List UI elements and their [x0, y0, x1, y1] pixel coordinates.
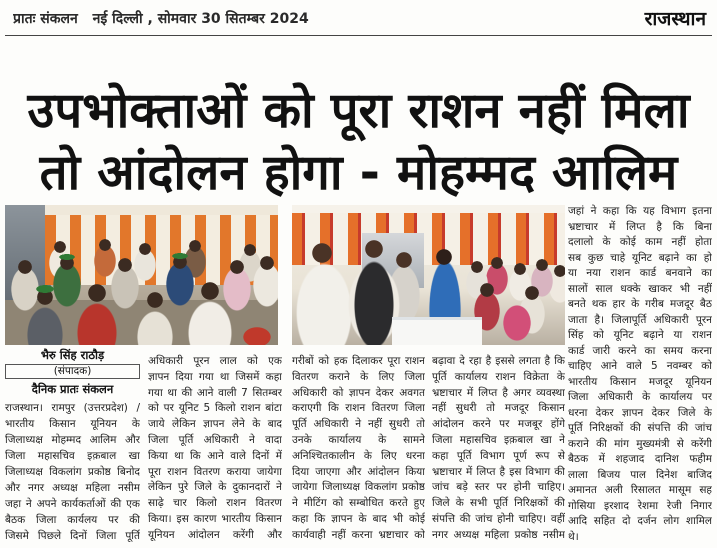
text-line: जहा ने अपने कार्यकर्ताओं की एक	[5, 498, 140, 510]
text-line: दिया जाएगा और आंदोलन किया	[292, 465, 425, 478]
masthead-strip	[5, 0, 712, 36]
text-line: चाहिए आने वाले 5 नवम्बर को	[568, 360, 712, 372]
text-line: कराएगी कि राशन वितरण जिला	[292, 402, 425, 415]
text-line: जिलाध्यक्ष मोहम्मद आलिम और	[5, 434, 140, 446]
text-line: अमानत अली रिसालत मासूम सह	[568, 484, 712, 496]
section-name: राजस्थान	[644, 8, 706, 30]
text-line: जिला महासचिव इक़बाल खा ने	[432, 433, 565, 446]
text-line: गोसिया इरशाद रेशमा रेजी निगार	[568, 499, 712, 512]
text-line: कार्ड जारी करने का समय करना	[568, 344, 712, 357]
text-line: और नगर अध्यक्ष महिला नसीम	[5, 482, 140, 494]
text-line: सब कुछ चाहे यूनिट बढ़ाने का हो	[568, 251, 712, 264]
text-line: जहां ने कहा कि यह विभाग इतना	[568, 205, 712, 217]
text-line: अनिश्चितकालीन के लिए धरना	[292, 449, 425, 462]
text-line: साढ़े चार किलो राशन वितरण	[148, 497, 282, 510]
text-line: कराने की मांग मुख्यमंत्री से करेंगी	[568, 437, 712, 450]
text-line: कार्यवाही नहीं करना भ्रष्टाचार को	[292, 528, 425, 541]
text-line: जिला पूर्ति अधिकारी ने वादा	[148, 433, 282, 446]
text-line: भ्रष्टाचार में लिप्त है कि बिना	[568, 220, 712, 233]
text-line: जिसमे पिछले दिनों जिला पूर्ति	[5, 530, 140, 542]
photo-table	[392, 317, 482, 345]
text-line: दलालो के कोई काम नहीं होता	[568, 236, 712, 248]
text-line: बनते थक हार के गरीब मजदूर बैठ	[568, 298, 712, 310]
text-line: सालों साल धक्के खाकर भी नहीं	[568, 282, 712, 295]
text-line: जिलाध्यक्ष विकलांग प्रकोष्ठ बिनोद	[5, 466, 140, 478]
byline-publication: दैनिक प्रातः संकलन	[31, 382, 114, 396]
article-column-4	[432, 354, 565, 546]
text-line: यूनियन आंदोलन करेंगी और	[148, 528, 282, 541]
text-line: जिला महासचिव इक़बाल खा	[5, 450, 140, 462]
text-line: ने मीटिंग को सम्बोधित करते हुए	[292, 497, 425, 510]
byline	[5, 348, 140, 397]
headline-line-2: तो आंदोलन होगा - मोहम्मद आलिम	[39, 144, 678, 201]
text-line: भ्रष्टाचार में लिप्त है अगर व्यवस्था	[432, 386, 565, 399]
byline-author: भैरु सिंह राठौड़	[40, 348, 105, 362]
text-line: आदि सहित दो दर्जन लोग शामिल	[568, 515, 712, 527]
headline-line-1: उपभोक्ताओं को पूरा राशन नहीं मिला	[27, 82, 690, 139]
dateline: नई दिल्ली , सोमवार 30 सितम्बर 2024	[92, 11, 309, 27]
text-line: लेकिन पुरे जिले के दुकानदारों ने	[148, 481, 282, 494]
text-line: उनके कार्यालय के सामने	[292, 433, 425, 446]
article-column-3	[292, 354, 425, 546]
text-line: गया था की आने वाली 7 सितम्बर	[148, 386, 282, 399]
photo-crowd	[5, 205, 278, 345]
text-line: किया था कि आने वाले दिनों में	[148, 449, 282, 462]
text-line: जाता है। जिलापूर्ति अधिकारी पूरन	[568, 313, 712, 326]
text-line: कहा पूर्ति विभाग पूर्ण रूप से	[432, 449, 565, 462]
text-line: आंदोलन करने पर मजबूर होंगे	[432, 418, 565, 431]
text-line: अधिकारी को ज्ञापन देकर अवगत	[292, 386, 425, 399]
text-line: थे।	[568, 530, 579, 543]
text-line: राजस्थान। रामपुर (उत्तरप्रदेश) /	[5, 402, 140, 414]
text-line: भ्रष्टाचार में लिप्त है इस विभाग की	[432, 465, 565, 478]
text-line: पूर्ति कार्यालय राशन विक्रेता के	[432, 370, 565, 383]
text-line: ज्ञापन दिया गया था जिसमें कहा	[148, 370, 282, 383]
dateline-bar	[13, 9, 309, 28]
text-line: संपत्ति की जांच होनी चाहिए। वहीं	[432, 512, 565, 525]
byline-role-box: (संपादक)	[5, 364, 140, 379]
article-column-5	[568, 204, 712, 548]
text-line: भारतीय किसान यूनियन के	[5, 418, 140, 430]
text-line: या नया राशन कार्ड बनवाने का	[568, 267, 712, 279]
text-line: पूर्ति निरिक्षकों की संपत्ति की जांच	[568, 422, 712, 434]
text-line: जिले के सभी पूर्ति निरिक्षकों की	[432, 497, 565, 510]
text-line: जांच बड़े स्तर पर होनी चाहिए।	[432, 481, 565, 494]
paper-name: प्रातः संकलन	[13, 11, 78, 27]
text-line: अधिकारी पूरन लाल को एक	[148, 355, 282, 367]
text-line: जायेगा जिलाध्यक्ष विकलांग प्रकोष्ठ	[292, 481, 425, 494]
text-line: लाला बिजय पाल दिनेश बाजिद	[568, 468, 712, 481]
text-line: सिंह को यूनिट बढ़ाने या राशन	[568, 329, 712, 341]
photo-left	[5, 205, 278, 345]
text-line: बढ़ावा दे रहा है इससे लगता है कि	[432, 355, 565, 367]
article-column-2	[148, 354, 282, 546]
text-line: बैठक में शहजाद दानिश फहीम	[568, 453, 712, 465]
text-line: किया। इस कारण भारतीय किसान	[148, 512, 282, 525]
text-line: कहा कि ज्ञापन के बाद भी कोई	[292, 512, 425, 525]
text-line: जिला अधिकारी के कार्यालय पर	[568, 391, 712, 403]
text-line: वितरण कराने के लिए जिला	[292, 370, 425, 383]
text-line: धरना देकर ज्ञापन देकर जिले के	[568, 406, 712, 419]
text-line: पूर्ति अधिकारी ने नहीं सुधरी तो	[292, 418, 425, 431]
photo-middle	[292, 205, 565, 345]
text-line: पूरा राशन वितरण कराया जायेगा	[148, 465, 282, 478]
text-line: को पर यूनिट 5 किलो राशन बांटा	[148, 402, 282, 415]
text-line: भारतीय किसान मजदूर यूनियन	[568, 375, 712, 388]
text-line: नहीं सुधरी तो मजदूर किसान	[432, 402, 565, 415]
article-column-1	[5, 400, 140, 546]
text-line: बैठक जिला कार्यलय पर की	[5, 514, 140, 526]
text-line: जाये लेकिन ज्ञापन लेने के बाद	[148, 418, 282, 431]
text-line: गरीबों को हक दिलाकर पूरा राशन	[292, 355, 425, 367]
text-line: नगर अध्यक्ष महिला प्रकोष्ठ नसीम	[432, 528, 565, 541]
